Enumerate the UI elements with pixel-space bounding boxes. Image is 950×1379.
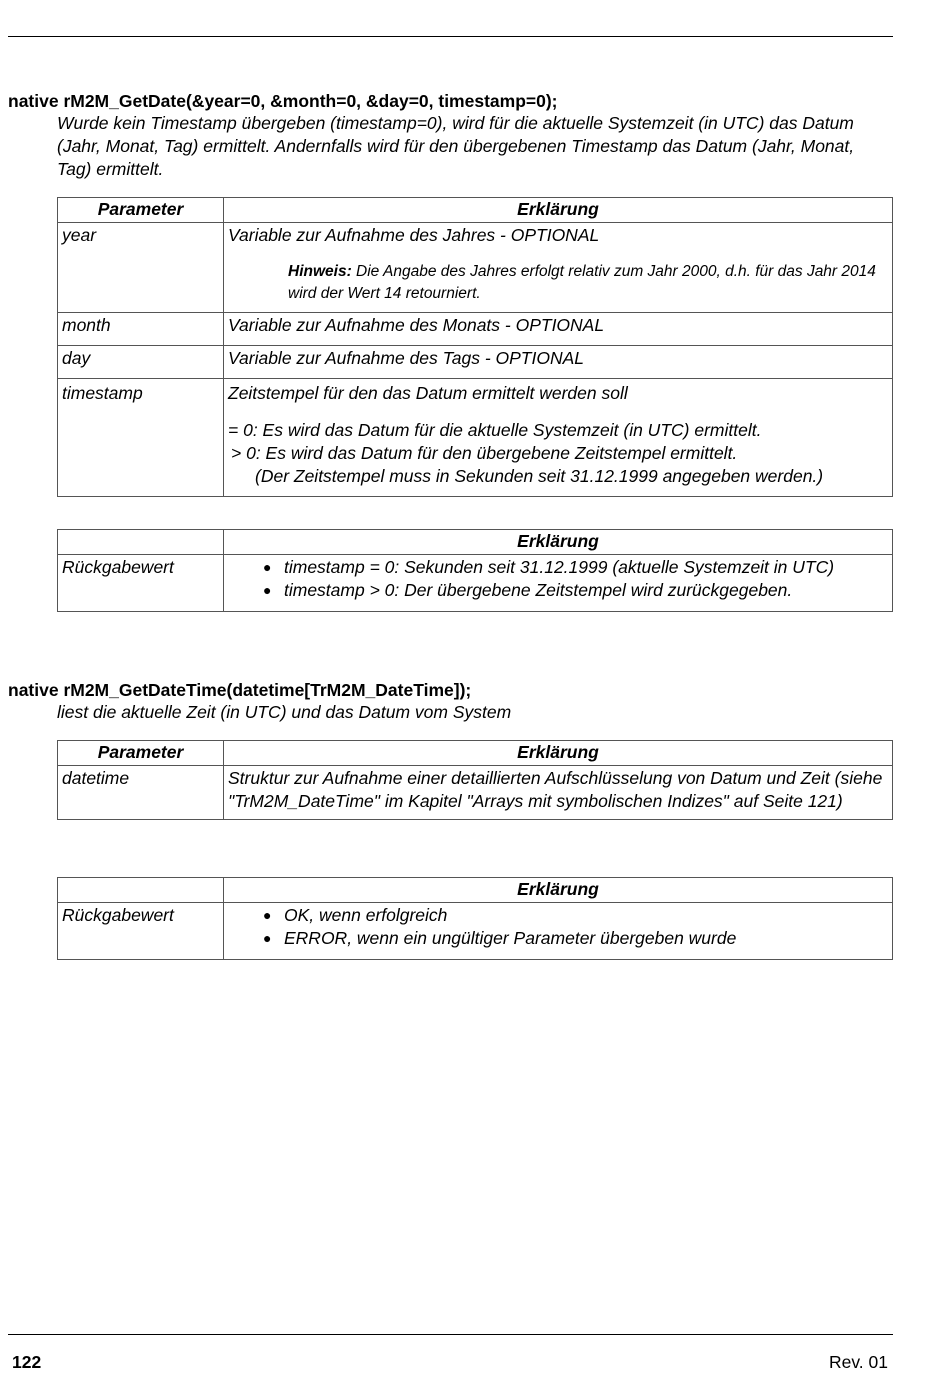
return-label: Rückgabewert bbox=[58, 903, 224, 960]
return-list bbox=[228, 904, 888, 956]
list-item: ● timestamp = 0: Sekunden seit 31.12.1999 (aktuelle Systemzeit in UTC) bbox=[263, 557, 835, 577]
param-explanation bbox=[224, 379, 893, 497]
column-header-empty bbox=[58, 878, 224, 903]
param-name: day bbox=[58, 346, 224, 379]
table-row-month bbox=[58, 313, 893, 346]
param-explanation: Struktur zur Aufnahme einer detaillierten Aufschlüsselung von Datum und Zeit (siehe "TrM2M_DateTime" im Kapitel "Arrays mit symbolischen Indizes" auf Seite 121) bbox=[224, 766, 893, 820]
return-label: Rückgabewert bbox=[58, 555, 224, 612]
param-name: month bbox=[58, 313, 224, 346]
bullet-icon: ● bbox=[263, 582, 272, 598]
param-text: Variable zur Aufnahme des Jahres - OPTIONAL bbox=[228, 225, 600, 245]
return-table-getdatetime bbox=[57, 877, 893, 960]
note bbox=[288, 261, 888, 305]
param-text: Zeitstempel für den das Datum ermittelt werden soll bbox=[228, 383, 628, 403]
page-number: 122 bbox=[12, 1352, 42, 1372]
table-row-return bbox=[58, 903, 893, 960]
table-row-year bbox=[58, 223, 893, 313]
note-text: Die Angabe des Jahres erfolgt relativ zum Jahr 2000, d.h. für das Jahr 2014 wird der Wert 14 retourniert. bbox=[288, 263, 876, 302]
return-explanation bbox=[224, 903, 893, 960]
list-item: ● ERROR, wenn ein ungültiger Parameter übergeben wurde bbox=[263, 928, 737, 948]
return-table-getdate bbox=[57, 529, 893, 612]
column-header-explanation: Erklärung bbox=[224, 198, 893, 223]
column-header-parameter: Parameter bbox=[58, 198, 224, 223]
param-explanation: Variable zur Aufnahme des Tags - OPTIONAL bbox=[224, 346, 893, 379]
revision-label: Rev. 01 bbox=[828, 1352, 888, 1372]
parameter-table-getdate bbox=[57, 197, 893, 497]
timestamp-case-positive: > 0: Es wird das Datum für den übergebene Zeitstempel ermittelt. bbox=[231, 443, 738, 463]
footer-rule bbox=[8, 1334, 893, 1335]
table-row-return bbox=[58, 555, 893, 612]
table-header-row bbox=[58, 198, 893, 223]
timestamp-case-zero: = 0: Es wird das Datum für die aktuelle Systemzeit (in UTC) ermittelt. bbox=[228, 420, 762, 440]
column-header-explanation: Erklärung bbox=[224, 530, 893, 555]
list-item: ● timestamp > 0: Der übergebene Zeitstempel wird zurückgegeben. bbox=[263, 580, 793, 600]
table-row-timestamp bbox=[58, 379, 893, 497]
column-header-empty bbox=[58, 530, 224, 555]
header-rule bbox=[8, 36, 893, 37]
timestamp-format-note: (Der Zeitstempel muss in Sekunden seit 31.12.1999 angegeben werden.) bbox=[255, 466, 824, 486]
table-row-day bbox=[58, 346, 893, 379]
list-item: ● OK, wenn erfolgreich bbox=[263, 905, 448, 925]
param-name: timestamp bbox=[58, 379, 224, 497]
return-list bbox=[228, 556, 888, 608]
column-header-explanation: Erklärung bbox=[224, 741, 893, 766]
bullet-icon: ● bbox=[263, 930, 272, 946]
column-header-parameter: Parameter bbox=[58, 741, 224, 766]
param-name: datetime bbox=[58, 766, 224, 820]
bullet-icon: ● bbox=[263, 907, 272, 923]
param-explanation bbox=[224, 223, 893, 313]
function-description-getdatetime: liest die aktuelle Zeit (in UTC) und das Datum vom System bbox=[57, 702, 512, 722]
bullet-icon: ● bbox=[263, 559, 272, 575]
note-label: Hinweis: bbox=[288, 263, 352, 280]
param-name: year bbox=[58, 223, 224, 313]
table-header-row bbox=[58, 530, 893, 555]
function-signature-getdatetime: native rM2M_GetDateTime(datetime[TrM2M_DateTime]); bbox=[8, 680, 472, 700]
function-signature-getdate: native rM2M_GetDate(&year=0, &month=0, &day=0, timestamp=0); bbox=[8, 91, 558, 111]
table-row-datetime bbox=[58, 766, 893, 820]
function-description-getdate: Wurde kein Timestamp übergeben (timestamp=0), wird für die aktuelle Systemzeit (in UTC) das Datum (Jahr, Monat, Tag) ermittelt. Andernfalls wird für den übergebenen Timestamp das Datum (Jahr, Monat, Tag) ermittelt. bbox=[57, 113, 855, 179]
table-header-row bbox=[58, 878, 893, 903]
param-explanation: Variable zur Aufnahme des Monats - OPTIONAL bbox=[224, 313, 893, 346]
return-explanation bbox=[224, 555, 893, 612]
table-header-row bbox=[58, 741, 893, 766]
column-header-explanation: Erklärung bbox=[224, 878, 893, 903]
parameter-table-getdatetime bbox=[57, 740, 893, 820]
